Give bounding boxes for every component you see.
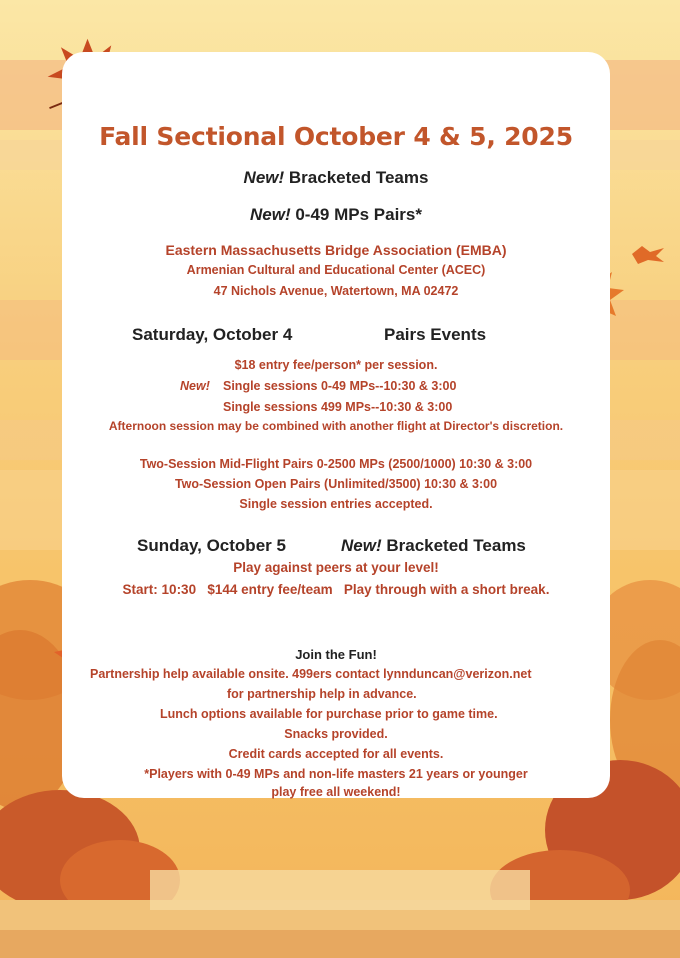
join-line6: *Players with 0-49 MPs and non-life masters 21 years or younger	[144, 767, 528, 781]
single-accepted: Single session entries accepted.	[239, 497, 433, 511]
sunday-details: Start: 10:30 $144 entry fee/team Play through with a short break.	[122, 582, 550, 597]
new-label: New!	[243, 168, 285, 187]
saturday-line2: Single sessions 499 MPs--10:30 & 3:00	[223, 400, 453, 414]
saturday-note: Afternoon session may be combined with another flight at Director's discretion.	[108, 419, 564, 433]
open-pairs: Two-Session Open Pairs (Unlimited/3500) 10:30 & 3:00	[174, 477, 498, 491]
headline-text: 0-49 MPs Pairs*	[290, 205, 422, 224]
join-line7: play free all weekend!	[271, 785, 401, 799]
page-title: Fall Sectional October 4 & 5, 2025	[99, 122, 573, 151]
join-heading: Join the Fun!	[295, 647, 377, 662]
venue-address: 47 Nichols Avenue, Watertown, MA 02472	[213, 284, 459, 298]
venue-org: Eastern Massachusetts Bridge Association (EMBA)	[165, 242, 507, 258]
new-label: New!	[341, 536, 382, 555]
venue-center: Armenian Cultural and Educational Center (ACEC)	[186, 263, 486, 277]
maple-leaf-icon	[630, 242, 666, 266]
saturday-day: Saturday, October 4	[132, 325, 293, 344]
saturday-fee: $18 entry fee/person* per session.	[234, 358, 438, 372]
saturday-event: Pairs Events	[384, 325, 487, 344]
headline-text: Bracketed Teams	[284, 168, 429, 187]
saturday-new-label	[180, 379, 210, 393]
sunday-day: Sunday, October 5	[137, 536, 286, 555]
sunday-event	[341, 536, 526, 556]
headline-bracketed-teams	[62, 168, 610, 188]
join-line3: Lunch options available for purchase prior to game time.	[160, 707, 498, 721]
join-line5: Credit cards accepted for all events.	[228, 747, 444, 761]
sunday-tagline: Play against peers at your level!	[233, 560, 439, 575]
sunday-event-text: Bracketed Teams	[381, 536, 526, 555]
join-line4: Snacks provided.	[284, 727, 388, 741]
join-line1: Partnership help available onsite. 499ers contact lynnduncan@verizon.net	[90, 667, 532, 681]
new-label: New!	[180, 379, 210, 393]
new-label: New!	[250, 205, 291, 224]
headline-pairs	[62, 205, 610, 225]
join-line2: for partnership help in advance.	[227, 687, 417, 701]
saturday-line1: Single sessions 0-49 MPs--10:30 & 3:00	[223, 379, 457, 393]
mid-flight-pairs: Two-Session Mid-Flight Pairs 0-2500 MPs (2500/1000) 10:30 & 3:00	[139, 457, 533, 471]
